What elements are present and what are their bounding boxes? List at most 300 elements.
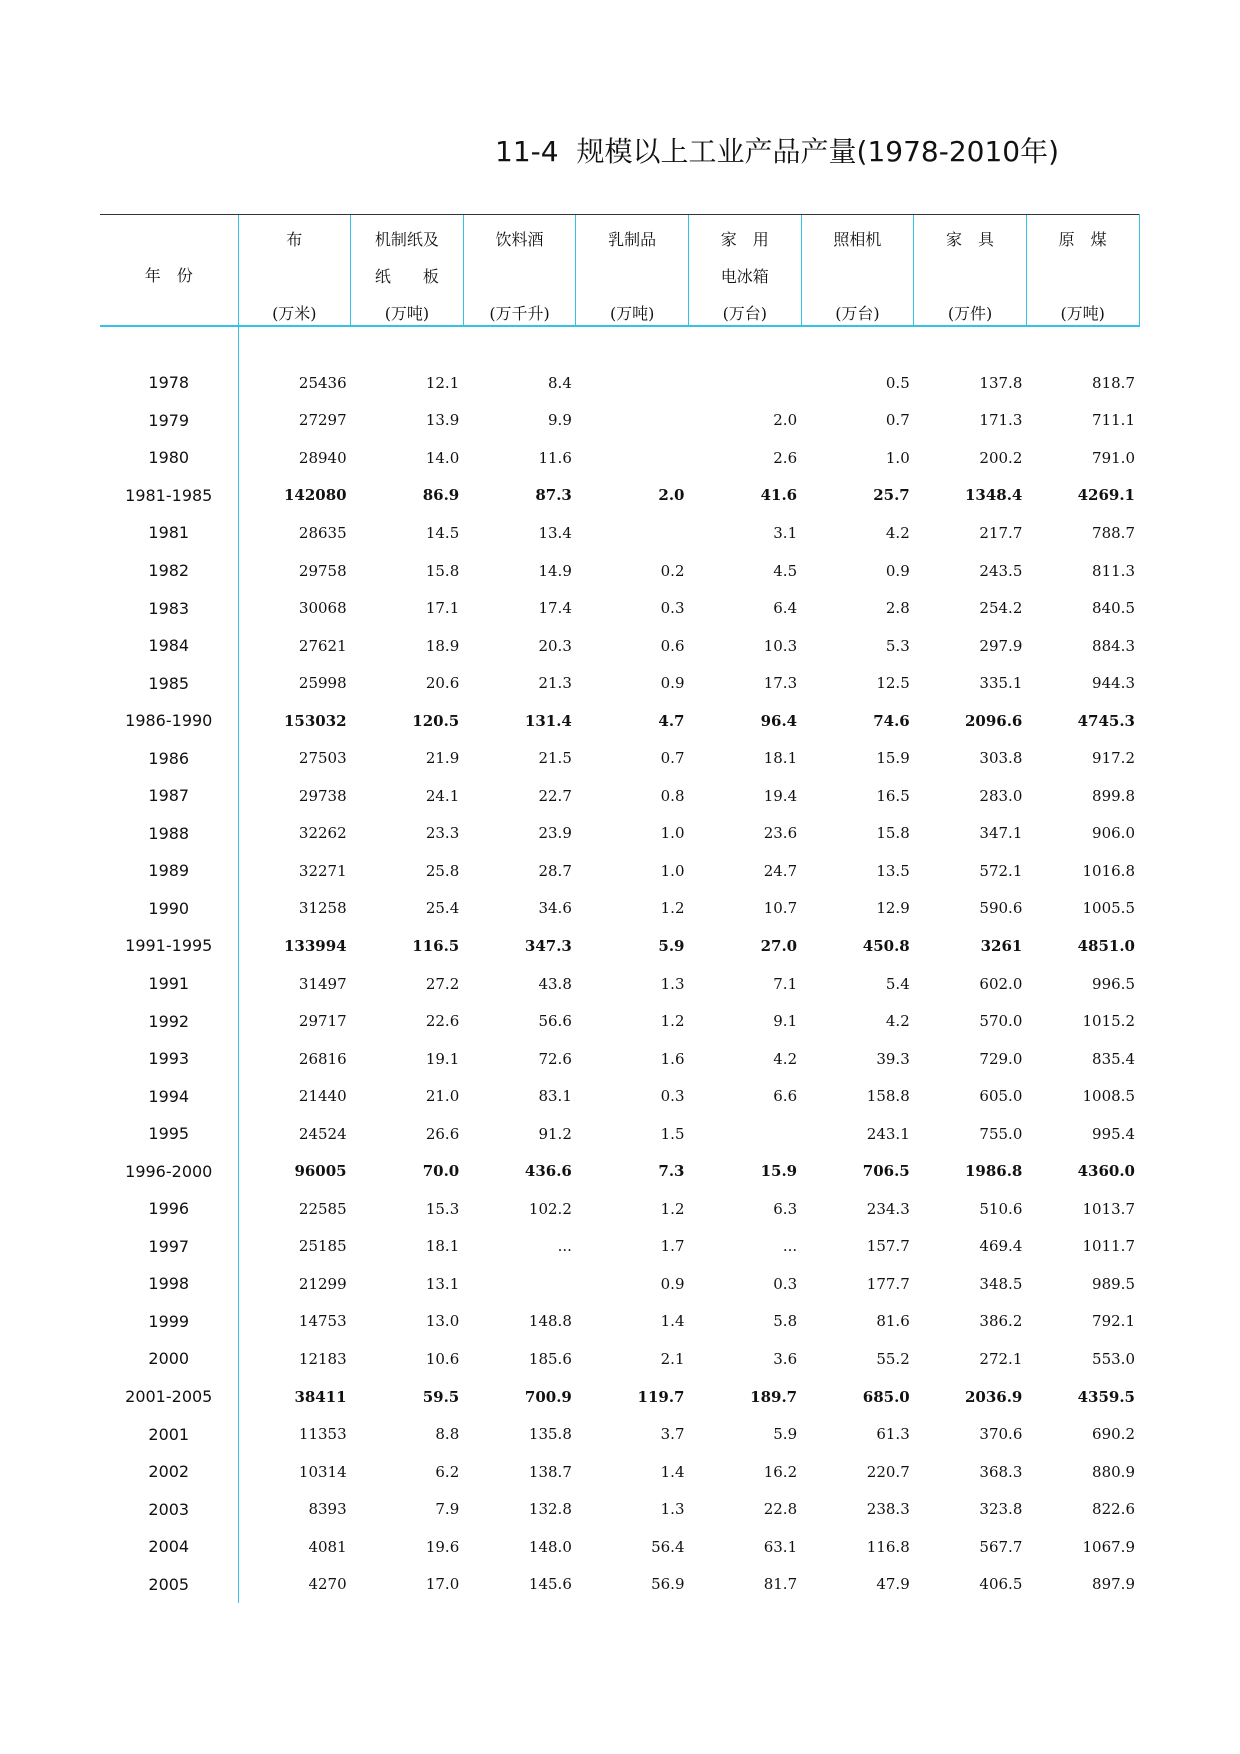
value-cell: 2.6 [773,448,798,467]
table-row [100,890,1139,928]
value-cell: 28940 [238,439,351,477]
value-cell: 120.5 [412,711,460,730]
value-cell: 254.2 [979,599,1023,618]
value-cell: 142080 [238,477,351,515]
value-cell: 1.6 [660,1049,685,1068]
value-cell: 243.1 [866,1124,910,1143]
value-cell: 788.7 [1092,523,1135,542]
table-title: 规模以上工业产品产量(1978-2010年) [576,135,1060,168]
year-cell: 2005 [148,1574,190,1594]
value-cell: 510.6 [979,1199,1023,1218]
year-cell: 1988 [148,823,190,843]
value-cell: 0.7 [660,749,685,768]
value-cell: 116.8 [866,1537,910,1556]
year-cell: 2003 [148,1499,190,1519]
value-cell: 906.0 [1092,824,1135,843]
value-cell: 4.2 [885,523,910,542]
value-cell: 21299 [238,1265,351,1303]
value-cell: 177.7 [866,1274,910,1293]
table-row [100,1528,1139,1566]
value-cell: 1011.7 [1082,1237,1135,1256]
value-cell: 158.8 [866,1087,910,1106]
value-cell: 1.4 [660,1312,685,1331]
table-row [100,364,1139,402]
value-cell: 4.7 [658,711,685,730]
value-cell: 17.3 [763,674,798,693]
column-header-refrigerator: 家 用 电冰箱 (万台) [689,215,802,327]
year-cell: 2001-2005 [125,1387,213,1407]
value-cell: 0.3 [773,1274,798,1293]
value-cell: 21440 [238,1077,351,1115]
table-row [100,739,1139,777]
value-cell: 1.0 [660,861,685,880]
value-cell: 27.2 [425,974,460,993]
value-cell: 25998 [238,664,351,702]
year-cell: 1981 [148,523,190,543]
value-cell: 4081 [238,1528,351,1566]
value-cell: 370.6 [979,1425,1023,1444]
value-cell: 217.7 [979,523,1023,542]
year-column-header: 年 份 [100,215,238,327]
value-cell: 22585 [238,1190,351,1228]
year-cell: 1982 [148,561,190,580]
value-cell: 880.9 [1092,1462,1135,1481]
value-cell: 31258 [238,890,351,928]
value-cell: 2096.6 [964,711,1023,730]
value-cell: 96.4 [760,711,798,730]
value-cell: 840.5 [1092,599,1135,618]
value-cell: 4359.5 [1077,1387,1135,1406]
value-cell: 12.5 [876,674,910,693]
year-cell: 1981-1985 [125,485,213,505]
value-cell: 47.9 [876,1575,910,1594]
year-cell: 1995 [148,1124,190,1144]
value-cell: 729.0 [979,1049,1023,1068]
value-cell: 347.1 [979,824,1023,843]
value-cell: 102.2 [528,1199,572,1218]
table-row [100,1453,1139,1491]
value-cell: 28.7 [538,861,572,880]
value-cell: 567.7 [979,1537,1023,1556]
value-cell: 7.9 [435,1500,460,1519]
value-cell: 1067.9 [1082,1537,1135,1556]
value-cell: 2036.9 [964,1387,1023,1406]
value-cell: 348.5 [979,1274,1023,1293]
value-cell: 23.3 [425,824,460,843]
value-cell: 1.4 [660,1462,685,1481]
value-cell: 25.7 [873,486,910,505]
value-cell: 15.9 [876,749,910,768]
value-cell: 3.7 [660,1425,685,1444]
value-cell: 8.4 [548,373,572,392]
value-cell: 25436 [238,364,351,402]
value-cell: 5.9 [658,936,685,955]
value-cell: 91.2 [538,1124,572,1143]
value-cell: 3261 [980,936,1023,955]
value-cell: 21.0 [425,1087,460,1106]
value-cell: 24524 [238,1115,351,1153]
value-cell: 602.0 [979,974,1023,993]
value-cell: 17.4 [538,599,572,618]
value-cell: 234.3 [866,1199,910,1218]
table-row [100,439,1139,477]
value-cell: 685.0 [862,1387,910,1406]
column-header-paper: 机制纸及 纸 板 (万吨) [351,215,464,327]
value-cell: 26.6 [425,1124,460,1143]
value-cell: 41.6 [760,486,798,505]
value-cell: 24.1 [425,786,460,805]
value-cell: 1.2 [660,899,685,918]
value-cell: 553.0 [1092,1349,1135,1368]
value-cell: 1005.5 [1082,899,1135,918]
value-cell: 2.0 [658,486,685,505]
value-cell: 21.9 [425,749,460,768]
year-cell: 2000 [148,1349,190,1369]
value-cell: 17.0 [425,1575,460,1594]
value-cell: 7.3 [658,1162,685,1181]
value-cell: 20.6 [425,674,460,693]
value-cell: 19.4 [763,786,798,805]
year-cell: 1996 [148,1199,190,1219]
value-cell: 818.7 [1092,373,1135,392]
production-table [100,214,1140,1603]
value-cell: 39.3 [876,1049,910,1068]
value-cell: 436.6 [524,1162,572,1181]
value-cell: 6.6 [773,1087,798,1106]
table-row [100,965,1139,1003]
value-cell: 0.6 [660,636,685,655]
value-cell: 8.8 [435,1425,460,1444]
value-cell: 83.1 [538,1087,572,1106]
value-cell: 12.1 [425,373,460,392]
value-cell: 19.6 [425,1537,460,1556]
table-row [100,1002,1139,1040]
value-cell: 56.6 [538,1012,572,1031]
value-cell: 238.3 [866,1500,910,1519]
value-cell: 4745.3 [1077,711,1135,730]
value-cell: 4360.0 [1077,1162,1135,1181]
value-cell: 0.8 [660,786,685,805]
value-cell: 303.8 [979,749,1023,768]
column-header-raw-coal: 原 煤 (万吨) [1026,215,1139,327]
value-cell: 572.1 [979,861,1023,880]
value-cell: 11353 [238,1415,351,1453]
table-row [100,664,1139,702]
value-cell: 157.7 [866,1237,910,1256]
page-title [495,130,1059,170]
value-cell: 8393 [238,1490,351,1528]
column-header-dairy: 乳制品 (万吨) [576,215,689,327]
value-cell: 792.1 [1092,1312,1135,1331]
value-cell [576,364,689,402]
value-cell: 9.9 [548,411,572,430]
table-row [100,852,1139,890]
year-cell: 1990 [148,898,190,918]
value-cell: 29758 [238,552,351,590]
value-cell: 9.1 [773,1012,798,1031]
value-cell: 15.9 [760,1162,798,1181]
value-cell: 29717 [238,1002,351,1040]
value-cell: 570.0 [979,1012,1023,1031]
value-cell: 13.0 [425,1312,460,1331]
table-row [100,1340,1139,1378]
value-cell: 0.5 [885,373,910,392]
value-cell: 30068 [238,589,351,627]
value-cell: 1013.7 [1082,1199,1135,1218]
value-cell: 16.2 [763,1462,798,1481]
year-cell: 1986 [148,748,190,768]
value-cell: 0.3 [660,1087,685,1106]
value-cell: 87.3 [535,486,572,505]
year-cell: 1999 [148,1311,190,1331]
year-cell: 1985 [148,673,190,693]
spacer-row [100,326,1139,364]
value-cell: 1.2 [660,1012,685,1031]
year-cell: 1979 [148,410,190,430]
table-row [100,777,1139,815]
value-cell: 12.9 [876,899,910,918]
value-cell: 791.0 [1092,448,1135,467]
value-cell: 0.9 [885,561,910,580]
column-header-cloth: 布 (万米) [238,215,351,327]
table-row [100,589,1139,627]
value-cell: 297.9 [979,636,1023,655]
value-cell: 63.1 [763,1537,798,1556]
value-cell: 27621 [238,627,351,665]
value-cell: 11.6 [538,448,572,467]
value-cell: 15.3 [425,1199,460,1218]
table-row [100,1040,1139,1078]
value-cell: 0.9 [660,1274,685,1293]
value-cell: 148.8 [528,1312,572,1331]
value-cell: 27297 [238,402,351,440]
value-cell [689,1115,802,1153]
value-cell: 347.3 [524,936,572,955]
table-row-subtotal [100,702,1139,740]
value-cell: 6.3 [773,1199,798,1218]
value-cell: 153032 [238,702,351,740]
value-cell: 148.0 [528,1537,572,1556]
table-row [100,1415,1139,1453]
value-cell: 18.1 [425,1237,460,1256]
value-cell: 1.3 [660,1500,685,1519]
value-cell: 4.5 [773,561,798,580]
value-cell: 406.5 [979,1575,1023,1594]
value-cell: 884.3 [1092,636,1135,655]
year-cell: 1991-1995 [125,936,213,956]
value-cell [576,439,689,477]
value-cell: 10314 [238,1453,351,1491]
value-cell: 38411 [238,1378,351,1416]
value-cell: 1.0 [885,448,910,467]
value-cell: 16.5 [876,786,910,805]
value-cell: 711.1 [1092,411,1135,430]
value-cell: 131.4 [524,711,572,730]
value-cell: 10.7 [763,899,798,918]
value-cell: 0.3 [660,599,685,618]
value-cell: 897.9 [1092,1575,1135,1594]
value-cell: 4.2 [773,1049,798,1068]
table-row [100,1190,1139,1228]
year-cell: 1996-2000 [125,1161,213,1181]
value-cell: 135.8 [528,1425,572,1444]
value-cell: 1.0 [660,824,685,843]
value-cell: 145.6 [528,1575,572,1594]
value-cell: 335.1 [979,674,1023,693]
value-cell: 995.4 [1092,1124,1135,1143]
value-cell: 27503 [238,739,351,777]
value-cell: 12183 [238,1340,351,1378]
table-row [100,1115,1139,1153]
value-cell: 0.9 [660,674,685,693]
value-cell: 1986.8 [964,1162,1023,1181]
value-cell: 605.0 [979,1087,1023,1106]
value-cell: 10.3 [763,636,798,655]
value-cell: 31497 [238,965,351,1003]
value-cell: 81.7 [763,1575,798,1594]
value-cell [689,364,802,402]
value-cell: 4269.1 [1077,486,1135,505]
value-cell: 18.9 [425,636,460,655]
value-cell: 56.9 [651,1575,685,1594]
value-cell: 590.6 [979,899,1023,918]
year-cell: 1994 [148,1086,190,1106]
value-cell: 272.1 [979,1349,1023,1368]
value-cell: 27.0 [760,936,798,955]
value-cell: 200.2 [979,448,1023,467]
table-body [100,326,1139,1603]
value-cell: 25.4 [425,899,460,918]
value-cell: 2.1 [660,1349,685,1368]
year-cell: 1992 [148,1011,190,1031]
value-cell: 19.1 [425,1049,460,1068]
value-cell: 14.5 [425,523,460,542]
value-cell: 24.7 [763,861,798,880]
value-cell: 14753 [238,1303,351,1341]
value-cell: 989.5 [1092,1274,1135,1293]
value-cell: 283.0 [979,786,1023,805]
value-cell: 15.8 [425,561,460,580]
value-cell: 6.2 [435,1462,460,1481]
value-cell: 811.3 [1092,561,1135,580]
year-cell: 1989 [148,861,190,881]
value-cell: 917.2 [1092,749,1135,768]
value-cell: 1.5 [660,1124,685,1143]
value-cell: 28635 [238,514,351,552]
value-cell: 14.9 [538,561,572,580]
value-cell: 74.6 [873,711,910,730]
value-cell: 5.8 [773,1312,798,1331]
value-cell: 72.6 [538,1049,572,1068]
value-cell: 43.8 [538,974,572,993]
value-cell: 690.2 [1092,1425,1135,1444]
value-cell: 22.8 [763,1500,798,1519]
year-cell: 1987 [148,786,190,806]
value-cell: 13.5 [876,861,910,880]
table-row [100,1303,1139,1341]
value-cell: 13.1 [425,1274,460,1293]
year-cell: 1978 [148,373,190,393]
value-cell: 138.7 [528,1462,572,1481]
column-header-camera: 照相机 (万台) [801,215,914,327]
value-cell: 386.2 [979,1312,1023,1331]
value-cell: 368.3 [979,1462,1023,1481]
value-cell: 59.5 [422,1387,460,1406]
value-cell: 469.4 [979,1237,1023,1256]
value-cell: 755.0 [979,1124,1023,1143]
value-cell: 4851.0 [1077,936,1135,955]
value-cell: 835.4 [1092,1049,1135,1068]
table-row-subtotal [100,1378,1139,1416]
table-row [100,552,1139,590]
value-cell: 1015.2 [1082,1012,1135,1031]
table-row [100,1228,1139,1266]
value-cell: 185.6 [528,1349,572,1368]
value-cell: 1.7 [660,1237,685,1256]
value-cell: 96005 [238,1152,351,1190]
value-cell: 34.6 [538,899,572,918]
year-cell: 1998 [148,1274,190,1294]
value-cell: 1016.8 [1082,861,1135,880]
table-number: 11-4 [495,135,559,168]
value-cell: 0.2 [660,561,685,580]
value-cell: 450.8 [862,936,910,955]
value-cell: 15.8 [876,824,910,843]
value-cell [463,1265,576,1303]
value-cell: 243.5 [979,561,1023,580]
value-cell: 706.5 [862,1162,910,1181]
year-cell: 1980 [148,448,190,468]
value-cell: 23.6 [763,824,798,843]
value-cell: 61.3 [876,1425,910,1444]
value-cell: 1.2 [660,1199,685,1218]
table-row [100,514,1139,552]
value-cell: 23.9 [538,824,572,843]
table-row [100,1265,1139,1303]
value-cell: 944.3 [1092,674,1135,693]
value-cell: 32262 [238,815,351,853]
value-cell: 899.8 [1092,786,1135,805]
value-cell: 22.7 [538,786,572,805]
value-cell: 132.8 [528,1500,572,1519]
value-cell: 2.0 [773,411,798,430]
value-cell: 56.4 [651,1537,685,1556]
value-cell: 5.9 [773,1425,798,1444]
table-row [100,1566,1139,1604]
value-cell: 4270 [238,1566,351,1604]
value-cell: 21.5 [538,749,572,768]
year-cell: 1986-1990 [125,711,213,731]
value-cell: 6.4 [773,599,798,618]
year-cell: 2002 [148,1462,190,1482]
value-cell: 29738 [238,777,351,815]
column-header-furniture: 家 具 (万件) [914,215,1027,327]
value-cell: 32271 [238,852,351,890]
year-cell: 1983 [148,598,190,618]
year-cell: 1991 [148,974,190,994]
value-cell: 116.5 [412,936,460,955]
value-cell: 7.1 [773,974,798,993]
header-row [100,215,1139,327]
value-cell: 220.7 [866,1462,910,1481]
value-cell: 3.1 [773,523,798,542]
value-cell [576,514,689,552]
table-row [100,1077,1139,1115]
value-cell: 996.5 [1092,974,1135,993]
year-cell: 2001 [148,1424,190,1444]
value-cell: 70.0 [422,1162,460,1181]
value-cell: 22.6 [425,1012,460,1031]
